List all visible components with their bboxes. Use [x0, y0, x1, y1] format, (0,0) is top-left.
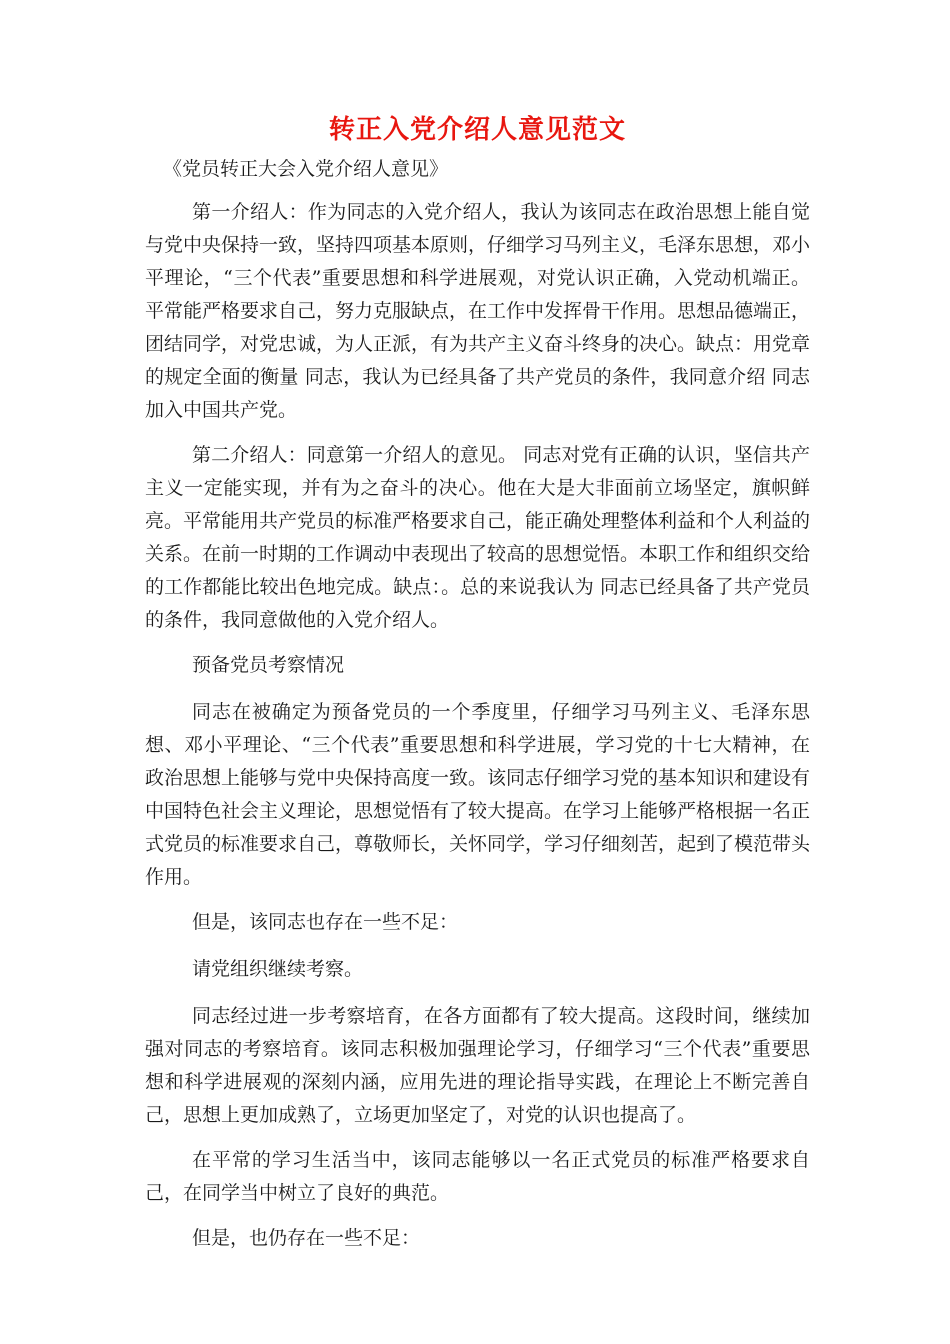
- paragraph-shortcomings-2: 但是，也仍存在一些不足：: [192, 1227, 421, 1249]
- document-title: 转正入党介绍人意见范文: [328, 115, 626, 145]
- document-subtitle: 《党员转正大会入党介绍人意见》: [163, 158, 449, 180]
- paragraph-continue-review: 请党组织继续考察。: [192, 958, 364, 980]
- paragraph-second-introducer: 第二介绍人：同意第一介绍人的意见。 同志对党有正确的认识，坚信共产主义一定能实现，并有为之奋斗的决心。他在大是大非面前立场坚定，旗帜鲜亮。平常能用共产党员的标准严格要求自己，能正确处理整体利益和个人利益的关系。在前一时期的工作调动中表现出了较高的思想觉悟。本职工作和组织交给的工作都能比较出色地完成。缺点：。总的来说我认为 同志已经具备了共产党员的条件，我同意做他的入党介绍人。: [145, 444, 811, 631]
- section-heading-probation: 预备党员考察情况: [192, 654, 345, 676]
- paragraph-further-training: 同志经过进一步考察培育，在各方面都有了较大提高。这段时间，继续加强对同志的考察培育。该同志积极加强理论学习，仔细学习“三个代表”重要思想和科学进展观的深刻内涵，应用先进的理论指导实践，在理论上不断完善自己，思想上更加成熟了，立场更加坚定了，对党的认识也提高了。: [145, 1005, 810, 1126]
- document-page: [145, 112, 810, 1269]
- paragraph-first-introducer: 第一介绍人：作为同志的入党介绍人，我认为该同志在政治思想上能自觉与党中央保持一致，坚持四项基本原则，仔细学习马列主义，毛泽东思想，邓小平理论，“三个代表”重要思想和科学进展观，对党认识正确，入党动机端正。平常能严格要求自己，努力克服缺点，在工作中发挥骨干作用。思想品德端正，团结同学，对党忠诚，为人正派，有为共产主义奋斗终身的决心。缺点：用党章的规定全面的衡量 同志，我认为已经具备了共产党员的条件，我同意介绍 同志加入中国共产党。: [145, 201, 811, 421]
- paragraph-shortcomings-1: 但是，该同志也存在一些不足：: [192, 911, 459, 933]
- paragraph-daily-conduct: 在平常的学习生活当中，该同志能够以一名正式党员的标准严格要求自己，在同学当中树立了良好的典范。: [145, 1149, 810, 1204]
- paragraph-probation-review: 同志在被确定为预备党员的一个季度里，仔细学习马列主义、毛泽东思想、邓小平理论、“三个代表”重要思想和科学进展，学习党的十七大精神，在政治思想上能够与党中央保持高度一致。该同志仔细学习党的基本知识和建设有中国特色社会主义理论，思想觉悟有了较大提高。在学习上能够严格根据一名正式党员的标准要求自己，尊敬师长，关怀同学，学习仔细刻苦，起到了模范带头作用。: [145, 701, 811, 888]
